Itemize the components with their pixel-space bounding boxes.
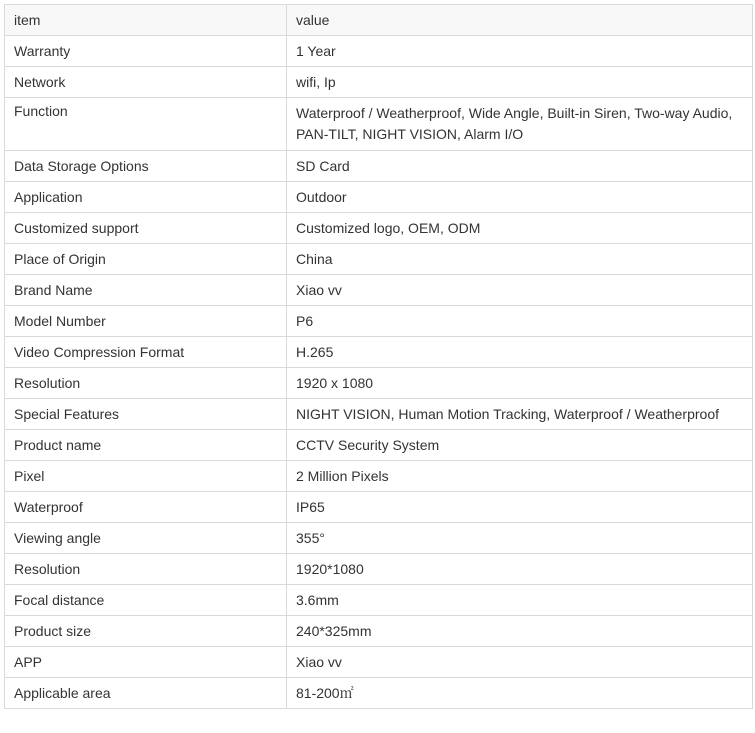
row-item: Brand Name (5, 275, 287, 306)
row-item: Viewing angle (5, 523, 287, 554)
row-value: 1 Year (287, 36, 753, 67)
row-value: China (287, 244, 753, 275)
table-row (5, 523, 753, 554)
table-row (5, 585, 753, 616)
row-value: Customized logo, OEM, ODM (287, 213, 753, 244)
row-value: 81-200㎡ (287, 678, 753, 709)
table-row (5, 98, 753, 151)
table-row (5, 616, 753, 647)
header-value: value (287, 5, 753, 36)
table-row (5, 36, 753, 67)
table-row (5, 244, 753, 275)
table-row (5, 337, 753, 368)
row-value: P6 (287, 306, 753, 337)
table-row (5, 399, 753, 430)
header-item: item (5, 5, 287, 36)
table-row (5, 554, 753, 585)
table-row (5, 275, 753, 306)
row-value: SD Card (287, 151, 753, 182)
table-row (5, 647, 753, 678)
row-value: 2 Million Pixels (287, 461, 753, 492)
row-item: Video Compression Format (5, 337, 287, 368)
row-item: Model Number (5, 306, 287, 337)
row-item: APP (5, 647, 287, 678)
row-item: Resolution (5, 554, 287, 585)
row-value: NIGHT VISION, Human Motion Tracking, Waterproof / Weatherproof (287, 399, 753, 430)
row-value: 355° (287, 523, 753, 554)
row-item: Data Storage Options (5, 151, 287, 182)
row-value: IP65 (287, 492, 753, 523)
row-item: Waterproof (5, 492, 287, 523)
row-value: Xiao vv (287, 647, 753, 678)
row-value: wifi, Ip (287, 67, 753, 98)
row-item: Applicable area (5, 678, 287, 709)
table-row (5, 678, 753, 709)
row-item: Application (5, 182, 287, 213)
row-item: Product size (5, 616, 287, 647)
row-value: Xiao vv (287, 275, 753, 306)
row-item: Function (5, 98, 287, 151)
row-item: Resolution (5, 368, 287, 399)
table-row (5, 306, 753, 337)
table-header-row (5, 5, 753, 36)
table-row (5, 67, 753, 98)
table-row (5, 182, 753, 213)
row-item: Network (5, 67, 287, 98)
table-row (5, 430, 753, 461)
row-value: 1920*1080 (287, 554, 753, 585)
row-item: Pixel (5, 461, 287, 492)
table-row (5, 492, 753, 523)
spec-table (4, 4, 753, 709)
table-row (5, 461, 753, 492)
table-row (5, 368, 753, 399)
row-item: Special Features (5, 399, 287, 430)
row-value: 1920 x 1080 (287, 368, 753, 399)
row-value: Outdoor (287, 182, 753, 213)
row-item: Place of Origin (5, 244, 287, 275)
row-value: CCTV Security System (287, 430, 753, 461)
row-item: Customized support (5, 213, 287, 244)
row-value: 240*325mm (287, 616, 753, 647)
row-value: Waterproof / Weatherproof, Wide Angle, Built-in Siren, Two-way Audio, PAN-TILT, NIGHT VISION, Alarm I/O (287, 98, 753, 151)
row-item: Product name (5, 430, 287, 461)
row-value: 3.6mm (287, 585, 753, 616)
row-item: Focal distance (5, 585, 287, 616)
table-row (5, 151, 753, 182)
row-value: H.265 (287, 337, 753, 368)
row-item: Warranty (5, 36, 287, 67)
table-row (5, 213, 753, 244)
